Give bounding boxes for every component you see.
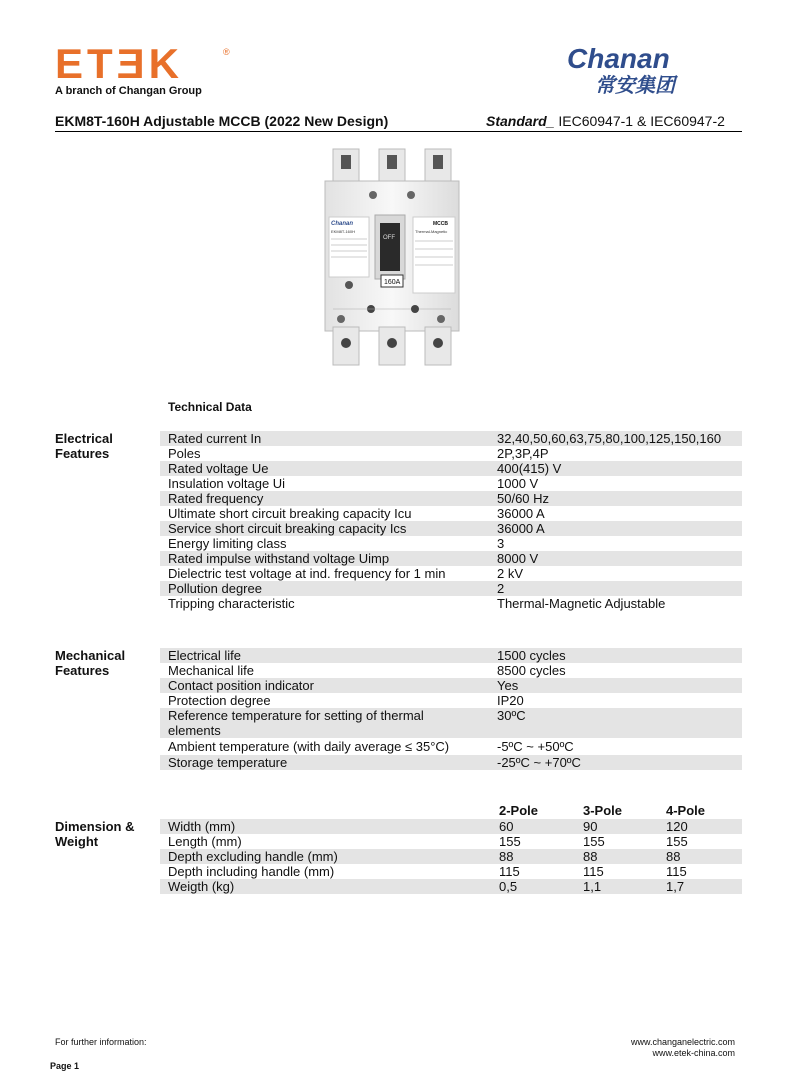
cell-3-pole: 88 xyxy=(583,849,598,864)
row-key: Ambient temperature (with daily average ≤ 35°C) xyxy=(168,739,450,754)
table-row xyxy=(160,536,742,551)
svg-text:Chanan: Chanan xyxy=(331,221,354,227)
electrical-features-label xyxy=(55,431,113,461)
svg-text:常安集团: 常安集团 xyxy=(595,73,675,96)
mechanical-features-label xyxy=(55,648,125,678)
table-row xyxy=(160,551,742,566)
table-row xyxy=(160,755,742,770)
table-row xyxy=(160,834,742,849)
mccb-product-image xyxy=(321,147,463,367)
table-row xyxy=(160,446,742,461)
row-key: Length (mm) xyxy=(168,834,242,849)
row-key: Insulation voltage Ui xyxy=(168,476,286,491)
row-key: Protection degree xyxy=(168,693,271,708)
table-row xyxy=(160,678,742,693)
row-key: Electrical life xyxy=(168,648,241,663)
table-row xyxy=(160,879,742,894)
table-row xyxy=(160,521,742,536)
row-key: Width (mm) xyxy=(168,819,236,834)
table-row xyxy=(160,566,742,581)
row-value: -25ºC ~ +70ºC xyxy=(497,755,581,770)
row-value: 50/60 Hz xyxy=(497,491,550,506)
cell-3-pole: 155 xyxy=(583,834,605,849)
row-value: -5ºC ~ +50ºC xyxy=(497,739,574,754)
mechanical-label-line2: Features xyxy=(55,663,110,678)
row-key: Service short circuit breaking capacity Ics xyxy=(168,521,407,536)
document-title: EKM8T-160H Adjustable MCCB (2022 New Design) xyxy=(55,113,389,129)
row-value: 2 kV xyxy=(497,566,524,581)
cell-3-pole: 90 xyxy=(583,819,598,834)
dimension-weight-label xyxy=(55,819,134,849)
cell-4-pole: 88 xyxy=(666,849,681,864)
header-3-pole: 3-Pole xyxy=(583,803,623,818)
svg-text:ETƎK: ETƎK xyxy=(55,44,184,84)
row-value: 30ºC xyxy=(497,708,526,723)
footer-links xyxy=(631,1037,735,1059)
svg-text:MCCB: MCCB xyxy=(433,221,448,227)
electrical-features-table xyxy=(160,431,742,611)
row-value: 1500 cycles xyxy=(497,648,566,663)
row-key: Storage temperature xyxy=(168,755,288,770)
title-divider xyxy=(55,131,742,132)
row-value: 3 xyxy=(497,536,505,551)
row-key: Energy limiting class xyxy=(168,536,287,551)
cell-4-pole: 155 xyxy=(666,834,688,849)
cell-2-pole: 60 xyxy=(499,819,514,834)
table-row xyxy=(160,693,742,708)
row-value: 32,40,50,60,63,75,80,100,125,150,160 xyxy=(497,431,722,446)
table-row xyxy=(160,596,742,611)
svg-text:Thermal-Magnetic: Thermal-Magnetic xyxy=(415,229,448,234)
cell-4-pole: 120 xyxy=(666,819,688,834)
header-4-pole: 4-Pole xyxy=(666,803,706,818)
row-value: 36000 A xyxy=(497,506,545,521)
row-key: Contact position indicator xyxy=(168,678,314,693)
row-value: 2P,3P,4P xyxy=(497,446,549,461)
svg-text:OFF: OFF xyxy=(383,235,395,241)
svg-text:160A: 160A xyxy=(384,279,401,286)
table-row xyxy=(160,849,742,864)
row-value: 36000 A xyxy=(497,521,545,536)
technical-data-heading: Technical Data xyxy=(168,400,252,414)
row-key: Rated impulse withstand voltage Uimp xyxy=(168,551,390,566)
etek-website-link[interactable]: www.etek-china.com xyxy=(652,1048,735,1058)
table-row xyxy=(160,648,742,663)
row-value: 8500 cycles xyxy=(497,663,566,678)
row-key: Ultimate short circuit breaking capacity Icu xyxy=(168,506,412,521)
table-row xyxy=(160,476,742,491)
chanan-logo xyxy=(563,44,733,96)
cell-2-pole: 115 xyxy=(499,864,520,879)
row-key: Tripping characteristic xyxy=(168,596,295,611)
changan-website-link[interactable]: www.changanelectric.com xyxy=(630,1037,735,1047)
row-value: 400(415) V xyxy=(497,461,562,476)
row-key: Depth including handle (mm) xyxy=(168,864,335,879)
table-row xyxy=(160,708,742,738)
row-value: 2 xyxy=(497,581,505,596)
row-key: Poles xyxy=(168,446,201,461)
cell-3-pole: 1,1 xyxy=(583,879,602,894)
table-row xyxy=(160,738,742,755)
mechanical-label-line1: Mechanical xyxy=(55,648,126,663)
etek-logo xyxy=(55,44,235,84)
table-row xyxy=(160,864,742,879)
row-key: Pollution degree xyxy=(168,581,262,596)
row-value: Yes xyxy=(497,678,519,693)
dimension-weight-table xyxy=(160,819,742,894)
cell-4-pole: 1,7 xyxy=(666,879,685,894)
table-row xyxy=(160,506,742,521)
mechanical-features-table xyxy=(160,648,742,770)
row-key: Depth excluding handle (mm) xyxy=(168,849,338,864)
branch-tagline: A branch of Changan Group xyxy=(55,85,202,97)
cell-4-pole: 115 xyxy=(666,864,687,879)
svg-text:EKM8T-160H: EKM8T-160H xyxy=(331,229,356,234)
cell-2-pole: 88 xyxy=(499,849,514,864)
header-2-pole: 2-Pole xyxy=(499,803,539,818)
row-key: Rated frequency xyxy=(168,491,264,506)
dimension-label-line1: Dimension & xyxy=(55,819,135,834)
standard-value: IEC60947-1 & IEC60947-2 xyxy=(554,113,725,129)
svg-text:®: ® xyxy=(223,47,230,57)
table-row xyxy=(160,663,742,678)
cell-3-pole: 115 xyxy=(583,864,604,879)
cell-2-pole: 0,5 xyxy=(499,879,518,894)
row-value: 1000 V xyxy=(497,476,539,491)
row-key: Dielectric test voltage at ind. frequency for 1 min xyxy=(168,566,446,581)
standard-label: Standard_ xyxy=(486,113,555,129)
row-key: Rated voltage Ue xyxy=(168,461,269,476)
row-value: Thermal-Magnetic Adjustable xyxy=(497,596,666,611)
dimension-header-row xyxy=(160,803,742,818)
svg-text:Chanan: Chanan xyxy=(567,44,670,74)
row-key: Mechanical life xyxy=(168,663,254,678)
cell-2-pole: 155 xyxy=(499,834,521,849)
footer-info: For further information: xyxy=(55,1037,147,1047)
row-key: Weigth (kg) xyxy=(168,879,235,894)
electrical-label-line1: Electrical xyxy=(55,431,113,446)
dimension-label-line2: Weight xyxy=(55,834,99,849)
row-value: 8000 V xyxy=(497,551,539,566)
page-number: Page 1 xyxy=(50,1061,80,1071)
table-row xyxy=(160,491,742,506)
table-row xyxy=(160,431,742,446)
row-key: Reference temperature for setting of thermal elements xyxy=(168,708,424,738)
table-row xyxy=(160,819,742,834)
table-row xyxy=(160,581,742,596)
electrical-label-line2: Features xyxy=(55,446,110,461)
table-row xyxy=(160,461,742,476)
row-key: Rated current In xyxy=(168,431,262,446)
standard xyxy=(486,113,725,129)
row-value: IP20 xyxy=(497,693,524,708)
